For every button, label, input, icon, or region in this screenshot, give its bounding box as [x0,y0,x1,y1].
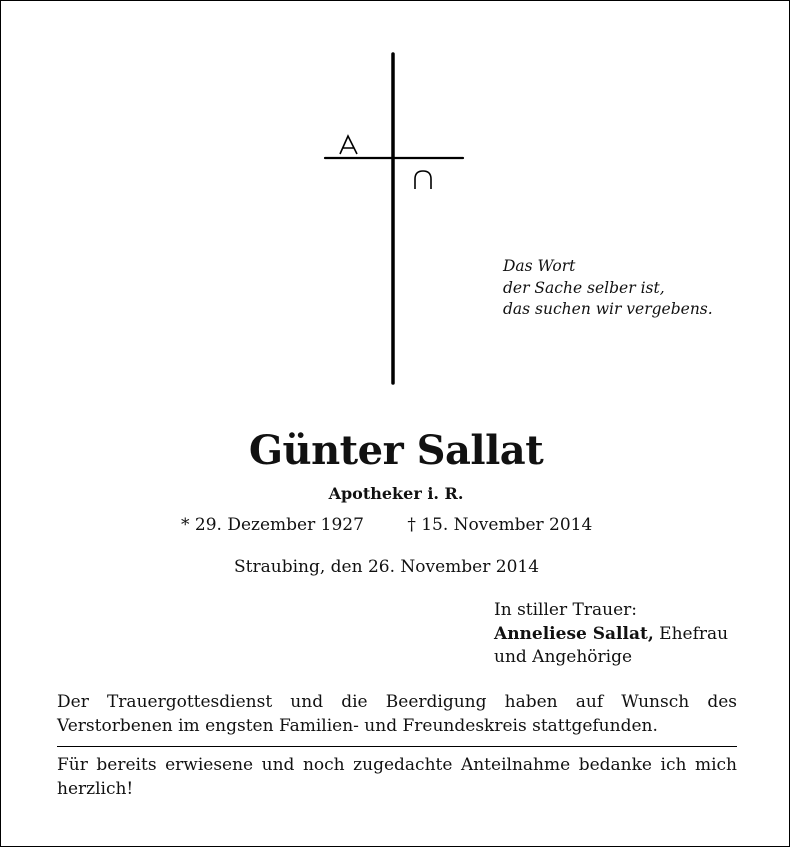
quote-line: Das Wort [503,257,576,275]
life-dates [181,513,592,537]
mourners [494,599,728,670]
quote-line: der Sache selber ist, [503,278,665,297]
deceased-name: Günter Sallat [248,427,544,474]
mourner-relation: Ehefrau [659,623,729,644]
birth-date: * 29. Dezember 1927 [181,515,364,535]
service-notice: Der Trauergottesdienst und die Beerdigung haben auf Wunsch des Verstorbenen im engsten Familien- und Freundeskreis stattgefunden. [57,692,737,736]
cross-icon [1,1,790,401]
thanks-text: Für bereits erwiesene und noch zugedachte Anteilnahme bedanke ich mich herzlich! [57,755,737,799]
deceased-title: Apotheker i. R. [328,484,464,503]
death-date: † 15. November 2014 [407,515,593,535]
omega-glyph [415,171,431,189]
mourners-others: und Angehörige [494,647,633,667]
divider [57,746,737,747]
quote-line: das suchen wir vergebens. [503,300,713,318]
mourners-intro: In stiller Trauer: [494,600,637,620]
quote [503,256,713,321]
alpha-glyph [340,136,357,154]
mourner-line [494,623,728,647]
place-date: Straubing, den 26. November 2014 [234,557,540,577]
mourner-name: Anneliese Sallat, [494,623,654,644]
